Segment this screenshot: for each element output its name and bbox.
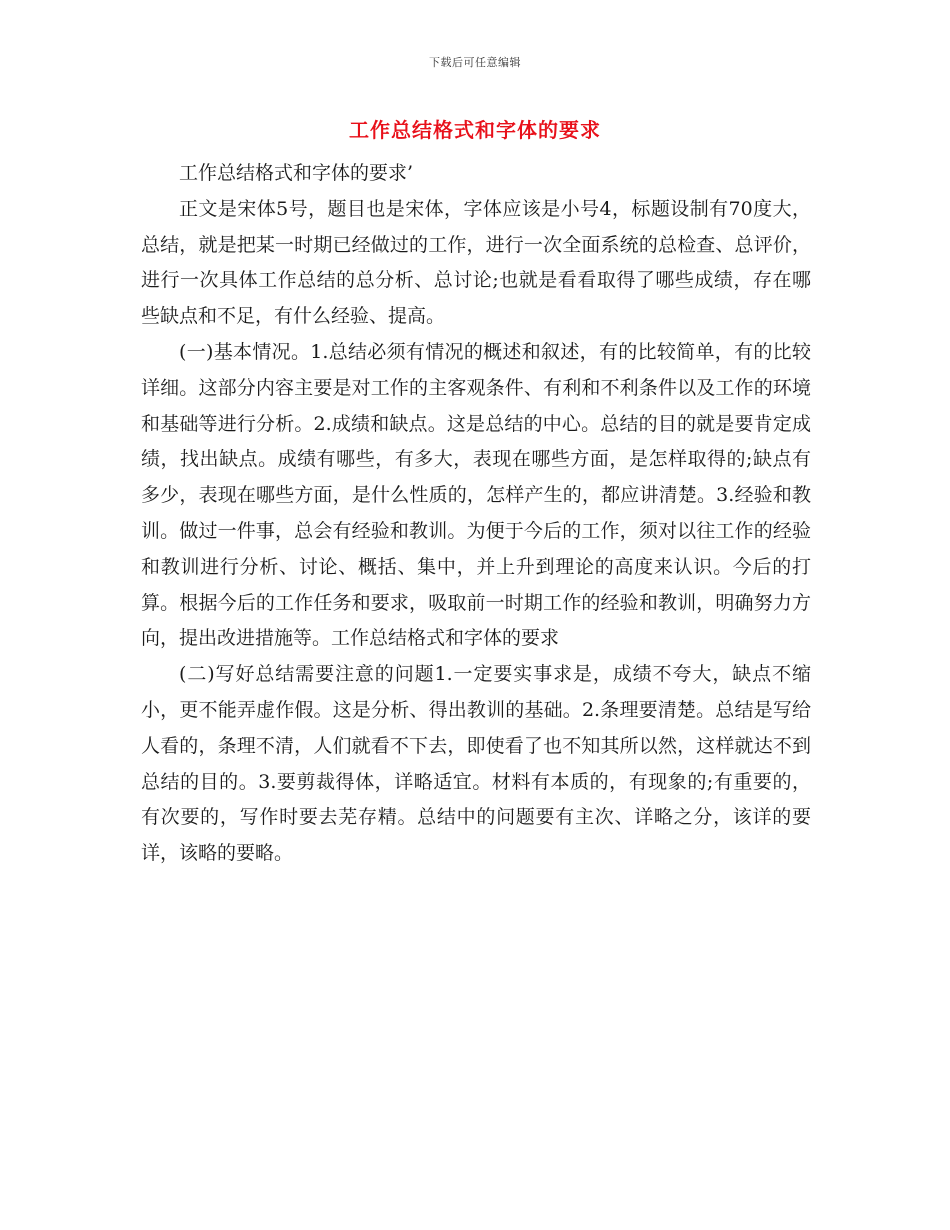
paragraph-basic-situation: (一)基本情况。1.总结必须有情况的概述和叙述，有的比较简单，有的比较详细。这部分内容主要是对工作的主客观条件、有利和不利条件以及工作的环境和基础等进行分析。2.成绩和缺点。这是总结的中心。总结的目的就是要肯定成绩，找出缺点。成绩有哪些，有多大，表现在哪些方面，是怎样取得的;缺点有多少，表现在哪些方面，是什么性质的，怎样产生的，都应讲清楚。3.经验和教训。做过一件事，总会有经验和教训。为便于今后的工作，须对以往工作的经验和教训进行分析、讨论、概括、集中，并上升到理论的高度来认识。今后的打算。根据今后的工作任务和要求，吸取前一时期工作的经验和教训，明确努力方向，提出改进措施等。工作总结格式和字体的要求 bbox=[141, 340, 811, 650]
document-body bbox=[141, 156, 811, 872]
paragraph-intro: 工作总结格式和字体的要求’ bbox=[179, 162, 414, 184]
document-title: 工作总结格式和字体的要求 bbox=[349, 118, 601, 142]
paragraph-font-spec: 正文是宋体5号，题目也是宋体，字体应该是小号4，标题设制有70度大，总结，就是把某一时期已经做过的工作，进行一次全面系统的总检查、总评价，进行一次具体工作总结的总分析、总讨论;也就是看看取得了哪些成绩，存在哪些缺点和不足，有什么经验、提高。 bbox=[141, 197, 811, 328]
header-note: 下载后可任意编辑 bbox=[429, 56, 521, 69]
paragraph-notes: (二)写好总结需要注意的问题1.一定要实事求是，成绩不夸大，缺点不缩小，更不能弄虚作假。这是分析、得出教训的基础。2.条理要清楚。总结是写给人看的，条理不清，人们就看不下去，即使看了也不知其所以然，这样就达不到总结的目的。3.要剪裁得体，详略适宜。材料有本质的，有现象的;有重要的，有次要的，写作时要去芜存精。总结中的问题要有主次、详略之分，该详的要详，该略的要略。 bbox=[141, 663, 811, 865]
